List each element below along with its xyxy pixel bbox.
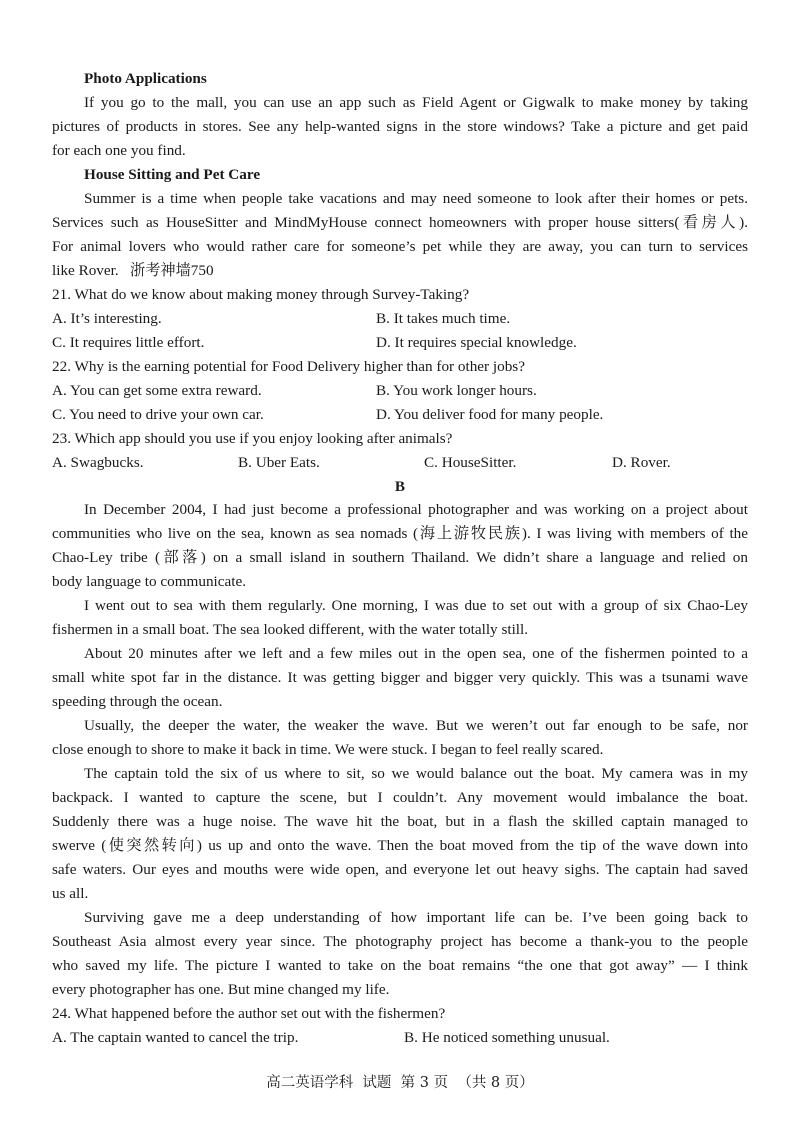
paragraph-line: Southeast Asia almost every year since. The photography project has become a thank-you to the people — [52, 933, 748, 950]
q22-option-c: C. You need to drive your own car. — [52, 406, 264, 423]
paragraph-line: body language to communicate. — [52, 573, 247, 590]
paragraph-line: Services such as HouseSitter and MindMyHouse connect homeowners with proper house sitters(看房人). — [52, 214, 748, 231]
page-footer: 高二英语学科 试题 第 3 页 （共 8 页） — [266, 1075, 534, 1091]
question-22-stem: 22. Why is the earning potential for Food Delivery higher than for other jobs? — [52, 358, 525, 375]
q23-option-b: B. Uber Eats. — [238, 454, 320, 471]
paragraph-line: like Rover. 浙考神墙750 — [52, 262, 214, 279]
q24-option-b: B. He noticed something unusual. — [404, 1029, 610, 1046]
paragraph-line: small white spot far in the distance. It was getting bigger and bigger very quickly. This was a tsunami wave — [52, 669, 748, 686]
q21-option-d: D. It requires special knowledge. — [376, 334, 577, 351]
section-b-label: B — [394, 478, 406, 495]
paragraph-line: The captain told the six of us where to sit, so we would balance out the boat. My camera was in my — [84, 765, 748, 782]
paragraph-line: Chao-Ley tribe (部落) on a small island in southern Thailand. We didn’t share a language and relied on — [52, 549, 748, 566]
paragraph-line: safe waters. Our eyes and mouths were wide open, and everyone let out heavy sighs. The captain had saved — [52, 861, 748, 878]
paragraph-line: In December 2004, I had just become a professional photographer and was working on a project about — [84, 501, 748, 518]
photo-apps-heading: Photo Applications — [84, 70, 207, 87]
q24-option-a: A. The captain wanted to cancel the trip. — [52, 1029, 299, 1046]
paragraph-line: backpack. I wanted to capture the scene, but I couldn’t. Any movement would imbalance the boat. — [52, 789, 748, 806]
q22-option-b: B. You work longer hours. — [376, 382, 537, 399]
paragraph-line: I went out to sea with them regularly. One morning, I was due to set out with a group of six Chao-Ley — [84, 597, 748, 614]
q22-option-a: A. You can get some extra reward. — [52, 382, 262, 399]
paragraph-line: For animal lovers who would rather care for someone’s pet while they are away, you can turn to services — [52, 238, 748, 255]
q21-option-a: A. It’s interesting. — [52, 310, 162, 327]
paragraph-line: close enough to shore to make it back in time. We were stuck. I began to feel really scared. — [52, 741, 604, 758]
paragraph-line: who saved my life. The picture I wanted to take on the boat remains “the one that got away” — I think — [52, 957, 748, 974]
q22-option-d: D. You deliver food for many people. — [376, 406, 604, 423]
paragraph-line: Surviving gave me a deep understanding of how important life can be. I’ve been going back to — [84, 909, 748, 926]
q23-option-d: D. Rover. — [612, 454, 671, 471]
question-23-stem: 23. Which app should you use if you enjoy looking after animals? — [52, 430, 453, 447]
q21-option-c: C. It requires little effort. — [52, 334, 205, 351]
paragraph-line: About 20 minutes after we left and a few miles out in the open sea, one of the fishermen pointed to a — [84, 645, 748, 662]
question-24-stem: 24. What happened before the author set out with the fishermen? — [52, 1005, 446, 1022]
paragraph-line: Usually, the deeper the water, the weaker the wave. But we weren’t out far enough to be safe, nor — [84, 717, 748, 734]
paragraph-line: Suddenly there was a huge noise. The wave hit the boat, but in a flash the skilled captain managed to — [52, 813, 748, 830]
paragraph-line: for each one you find. — [52, 142, 186, 159]
question-21-stem: 21. What do we know about making money through Survey-Taking? — [52, 286, 470, 303]
paragraph-line: fishermen in a small boat. The sea looked different, with the water totally still. — [52, 621, 529, 638]
paragraph-line: Summer is a time when people take vacations and may need someone to look after their homes or pets. — [84, 190, 748, 207]
paragraph-line: speeding through the ocean. — [52, 693, 223, 710]
q23-option-a: A. Swagbucks. — [52, 454, 144, 471]
paragraph-line: every photographer has one. But mine changed my life. — [52, 981, 390, 998]
house-sitting-heading: House Sitting and Pet Care — [84, 166, 261, 183]
paragraph-line: If you go to the mall, you can use an app such as Field Agent or Gigwalk to make money by taking — [84, 94, 748, 111]
q23-option-c: C. HouseSitter. — [424, 454, 517, 471]
paragraph-line: communities who live on the sea, known as sea nomads (海上游牧民族). I was living with members of the — [52, 525, 748, 542]
q21-option-b: B. It takes much time. — [376, 310, 511, 327]
paragraph-line: us all. — [52, 885, 89, 902]
paragraph-line: pictures of products in stores. See any help-wanted signs in the store windows? Take a picture and get paid — [52, 118, 748, 135]
paragraph-line: swerve (使突然转向) us up and onto the wave. Then the boat moved from the tip of the wave down into — [52, 837, 748, 854]
